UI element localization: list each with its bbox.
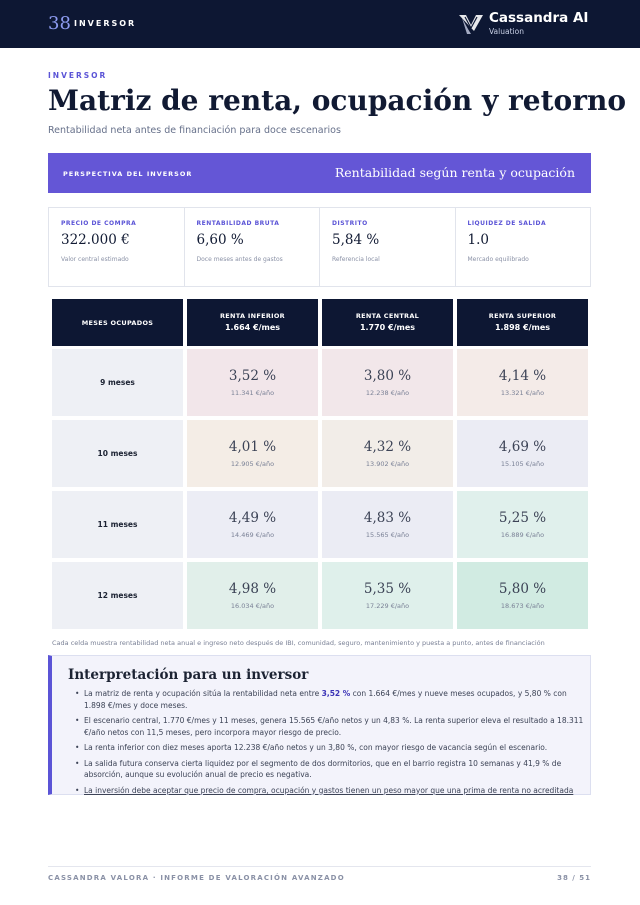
list-item <box>75 785 585 797</box>
highlight-value: 3,52 % <box>321 689 351 698</box>
matrix-footnote: Cada celda muestra rentabilidad neta anual e ingreso neto después de IBI, comunidad, seguro, mantenimiento y puesta a punto, antes de financiación <box>52 639 545 647</box>
brand-logo <box>458 10 608 40</box>
column-rent: 1.898 €/mes <box>494 323 551 332</box>
matrix-cell <box>187 420 318 487</box>
column-header <box>457 299 588 346</box>
list-item <box>75 688 585 711</box>
bullet-text: La salida futura conserva cierta liquidez por el segmento de dos dormitorios, que en el barrio registra 10 semanas y 41,9 % de absorción, aunque su evolución anual de precio es negativa. <box>84 758 562 779</box>
row-header <box>52 562 183 629</box>
matrix-cell <box>457 562 588 629</box>
matrix-cell <box>187 491 318 558</box>
bullet-text: La renta inferior con diez meses aporta 12.238 €/año netos y un 3,80 %, con mayor riesgo de vacancia según el escenario. <box>84 743 548 752</box>
list-item <box>75 715 585 738</box>
cell-yield: 4,49 % <box>228 510 277 526</box>
row-header <box>52 420 183 487</box>
kpi-label: LIQUIDEZ DE SALIDA <box>467 220 547 227</box>
page-title: Matriz de renta, ocupación y retorno <box>48 84 626 117</box>
row-header <box>52 491 183 558</box>
interpretation-list <box>75 688 585 800</box>
cell-income: 13.321 €/año <box>500 389 545 397</box>
section-tag: INVERSOR <box>74 19 137 28</box>
kpi-value: 6,60 % <box>196 232 244 248</box>
cell-income: 12.905 €/año <box>230 460 275 468</box>
kpi-gross-yield <box>185 208 321 286</box>
matrix-cell <box>187 562 318 629</box>
kpi-note: Valor central estimado <box>61 256 129 263</box>
page-subtitle: Rentabilidad neta antes de financiación para doce escenarios <box>48 125 341 136</box>
matrix-cell <box>322 420 453 487</box>
cell-yield: 4,01 % <box>228 439 277 455</box>
column-header <box>187 299 318 346</box>
matrix-cell <box>322 349 453 416</box>
yield-matrix <box>52 299 588 629</box>
cell-income: 11.341 €/año <box>230 389 275 397</box>
cell-yield: 5,35 % <box>363 581 412 597</box>
matrix-cell <box>457 491 588 558</box>
cell-yield: 5,80 % <box>498 581 547 597</box>
banner-label: PERSPECTIVA DEL INVERSOR <box>63 170 193 178</box>
matrix-corner-header <box>52 299 183 346</box>
matrix-cell <box>322 562 453 629</box>
cell-income: 16.889 €/año <box>500 531 545 539</box>
brand-name: Cassandra AI <box>489 10 589 26</box>
kpi-label: PRECIO DE COMPRA <box>61 220 137 227</box>
matrix-cell <box>457 420 588 487</box>
kpi-label: DISTRITO <box>332 220 368 227</box>
column-rent: 1.664 €/mes <box>224 323 281 332</box>
list-item <box>75 758 585 781</box>
cassandra-logo-icon <box>458 12 484 36</box>
eyebrow-label: INVERSOR <box>48 71 108 80</box>
cell-yield: 4,14 % <box>498 368 547 384</box>
kpi-purchase-price <box>49 208 185 286</box>
cell-yield: 4,69 % <box>498 439 547 455</box>
column-label: RENTA INFERIOR <box>219 312 285 320</box>
bullet-text: La matriz de renta y ocupación sitúa la rentabilidad neta entre <box>84 689 322 698</box>
cell-income: 16.034 €/año <box>230 602 275 610</box>
footer-divider <box>48 866 591 867</box>
kpi-value: 1.0 <box>467 232 489 248</box>
footer-page-count: 38 / 51 <box>557 874 591 882</box>
matrix-cell <box>187 349 318 416</box>
row-label: 11 meses <box>97 520 138 529</box>
cell-yield: 4,83 % <box>363 510 412 526</box>
cell-income: 18.673 €/año <box>500 602 545 610</box>
column-rent: 1.770 €/mes <box>359 323 416 332</box>
kpi-note: Mercado equilibrado <box>467 256 529 263</box>
kpi-value: 322.000 € <box>61 232 130 248</box>
column-label: RENTA CENTRAL <box>355 312 420 320</box>
kpi-exit-liquidity <box>456 208 591 286</box>
kpi-value: 5,84 % <box>332 232 380 248</box>
banner-heading: Rentabilidad según renta y ocupación <box>334 165 575 180</box>
cell-yield: 3,52 % <box>228 368 277 384</box>
cell-yield: 5,25 % <box>498 510 547 526</box>
interpretation-title: Interpretación para un inversor <box>68 667 309 683</box>
cell-yield: 3,80 % <box>363 368 412 384</box>
interpretation-box <box>48 655 591 795</box>
cell-income: 15.565 €/año <box>365 531 410 539</box>
perspective-banner <box>48 153 591 193</box>
bullet-text: La inversión debe aceptar que precio de compra, ocupación y gastos tienen un peso mayor que una prima de renta no acreditada <box>84 785 574 795</box>
kpi-note: Doce meses antes de gastos <box>196 256 283 263</box>
cell-income: 12.238 €/año <box>365 389 410 397</box>
row-header <box>52 349 183 416</box>
row-label: 10 meses <box>97 449 138 458</box>
cell-yield: 4,98 % <box>228 581 277 597</box>
corner-label: MESES OCUPADOS <box>81 319 154 327</box>
footer-report-name: CASSANDRA VALORA · INFORME DE VALORACIÓN AVANZADO <box>48 874 345 882</box>
cell-yield: 4,32 % <box>363 439 412 455</box>
row-label: 12 meses <box>97 591 138 600</box>
cell-income: 14.469 €/año <box>230 531 275 539</box>
kpi-label: RENTABILIDAD BRUTA <box>196 220 280 227</box>
column-label: RENTA SUPERIOR <box>488 312 557 320</box>
cell-income: 15.105 €/año <box>500 460 545 468</box>
matrix-cell <box>322 491 453 558</box>
cell-income: 17.229 €/año <box>365 602 410 610</box>
row-label: 9 meses <box>100 378 135 387</box>
kpi-note: Referencia local <box>332 256 380 263</box>
cell-income: 13.902 €/año <box>365 460 410 468</box>
kpi-district <box>320 208 456 286</box>
list-item <box>75 742 585 754</box>
kpi-strip <box>48 207 591 287</box>
page-number: 38 <box>48 13 71 34</box>
top-bar <box>0 0 640 48</box>
brand-subtitle: Valuation <box>489 27 524 36</box>
bullet-text: con 1.664 €/mes y nueve meses ocupados, y 5,80 % con 1.898 €/mes y doce meses. <box>84 689 567 710</box>
column-header <box>322 299 453 346</box>
matrix-cell <box>457 349 588 416</box>
bullet-text: El escenario central, 1.770 €/mes y 11 meses, genera 15.565 €/año netos y un 4,83 %. La renta superior eleva el resultado a 18.311 €/año netos con 11,5 meses, pero incorpora mayor riesgo de precio. <box>84 716 584 737</box>
